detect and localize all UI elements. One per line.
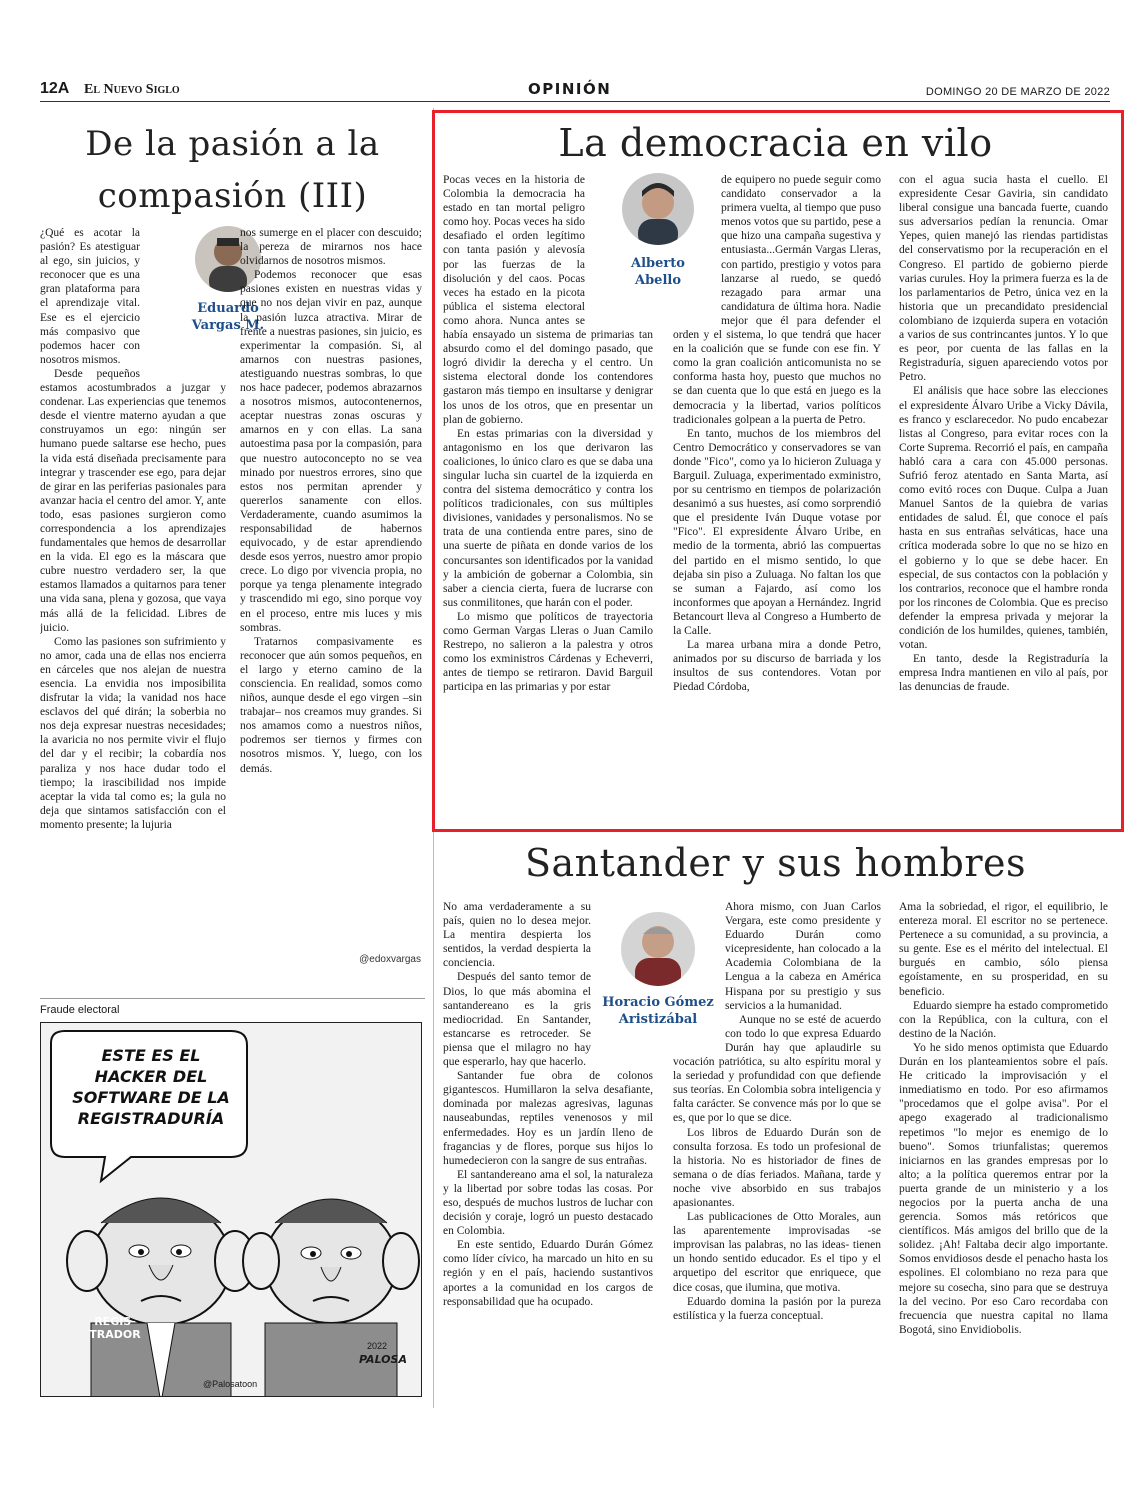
article3-portrait-float-left bbox=[673, 900, 721, 1040]
brand-name: El Nuevo Siglo bbox=[84, 82, 180, 97]
page-header bbox=[40, 80, 1110, 102]
cartoon-credit: @Palosatoon bbox=[203, 1379, 258, 1389]
article1-paragraph: Podemos reconocer que esas pasiones existen en nuestras vidas y que no nos dejan vivir en paz, aunque la pasión luzca atractiva. Mirar de frente a nuestras pasiones, sin juicio, es experimentar la compasión. Si, al amarnos con nuestras pasiones, atestiguando nuestras sombras, lo que nos hace padecer, podemos abrazarnos a nosotros mismos, autocontenernos, aceptar nuestras zonas oscuras y amarnos en y con ellas. La sana autoestima pasa por la compasión, para que nuestro autoconcepto no se vea minado por nuestros errores, sino que estos nos permitan aprender y quererlos sanamente con ellos. Verdaderamente, cuando asumimos la responsabilidad de habernos equivocado, y de estar aprendiendo desde esos yerros, nuestro amor propio crece. Lo digo por vivencia propia, no porque ya tenga plenamente integrado y trascendido mi ego, sino porque voy en el proceso, entre mis luces y mis sombras. bbox=[240, 269, 422, 634]
article3-paragraph: Ama la sobriedad, el rigor, el equilibrio, le entereza moral. El escritor no se pertenece. Pertenece a su comunidad, a su provincia, a su gente. Ese es el mérito del intelectual. El burgués en cambio, sólo piensa egoístamente, en su prosperidad, en su beneficio. bbox=[899, 901, 1108, 998]
article3-paragraph: Yo he sido menos optimista que Eduardo Durán en los planteamientos sobre el país. He criticado la improvisación y el inmediatismo en todo. Por eso afirmamos "procedamos que el golpe avisa". Por el apego exagerado al tradicionalismo repetimos "lo mejor es enemigo de lo bueno". Somos triunfalistas; queremos iniciarnos en las grandes empresas por lo alto; a la política queremos entrar por la puerta grande de un ministerio y a los negocios por la puerta ancha de una gerencia. Somos más retóricos que científicos. Más amigos del brillo que de la solidez. ¡Ah! Faltaba decir algo importante. Somos envidiosos desde el penacho hasta los espolines. El colombiano no reza para que mejore su cosecha, sino para que se destruya la del vecino. Por eso Caro recordaba con frecuencia que nuestra capital no llama Bogotá, sino Envidiobolis. bbox=[899, 1041, 1108, 1336]
article3-paragraph: Los libros de Eduardo Durán son de consulta forzosa. Es todo un profesional de la historia. No es historiador de fines de semana o de días feriados. Mañana, tarde y noche vive absorbido en sus trabajos apasionantes. bbox=[673, 1126, 881, 1209]
article3-title: Santander y sus hombres bbox=[524, 841, 1027, 885]
cartoon-frame bbox=[40, 1022, 422, 1397]
article-santander bbox=[443, 838, 1108, 1408]
article2-paragraph: En estas primarias con la diversidad y antagonismo en los que derivaron las coaliciones, lo único claro es que se daba una singular lucha sin cuartel de la izquierda en contra del sistema democrático y contra los políticos tradicionales, con sus múltiples divisiones, vanidades y personalismos. No se trata de una contienda entre pares, sino de una suerte de piñata en donde varios de los concursantes son identificados por la vanidad y la ambición de gobernar a Colombia, sin saber a ciencia cierta, fuera de lucrarse con sus conmilitones, que harán con el poder. bbox=[443, 427, 653, 609]
article3-paragraph: Eduardo siempre ha estado comprometido con la República, con la cultura, con el destino de la Nación. bbox=[899, 999, 1108, 1040]
page-number: 12A bbox=[40, 80, 70, 97]
article3-paragraph: Santander fue obra de colonos gigantescos. Humillaron la selva desafiante, dominada por malezas agresivas, lagunas nauseabundas, reptiles venenosos y mil enfermedades. Hoy es un jardín lleno de fragancias y de flores, porque sus hijos lo humedecieron con la sangre de sus entrañas. bbox=[443, 1070, 653, 1167]
cartoon-signature: PALOSA bbox=[359, 1353, 407, 1366]
cartoon-section bbox=[40, 998, 425, 1403]
author-last-name: Vargas M. bbox=[191, 318, 265, 333]
article3-paragraph: Ahora mismo, con Juan Carlos Vergara, este como presidente y Eduardo Durán como vicepresidente, han colocado a la Academia Colombiana de la Lengua a la cabeza en América Hispana por su prestigio y sus servicios a la humanidad. bbox=[725, 901, 881, 1012]
issue-date: DOMINGO 20 DE MARZO DE 2022 bbox=[925, 86, 1110, 98]
article1-paragraph: nos sumerge en el placer con descuido; la pereza de mirarnos nos hace olvidarnos de nosotros mismos. bbox=[240, 227, 422, 268]
article3-paragraph: No ama verdaderamente a su país, quien no lo desea mejor. La mentira despierta los sentidos, la verdad despierta la conciencia. bbox=[443, 901, 591, 970]
author-last-name: Abello bbox=[635, 273, 681, 288]
article1-title-line1: De la pasión a la bbox=[85, 124, 380, 164]
article2-paragraph: En tanto, desde la Registraduría la empresa Indra mantienen en vilo al país, por las denuncias de fraude. bbox=[899, 653, 1108, 694]
article3-paragraph: El santandereano ama el sol, la naturaleza y la libertad por sobre todas las cosas. Por eso, después de muchos lustros de luchar con decisión y coraje, logró un puesto destacado en Colombia. bbox=[443, 1168, 653, 1238]
article2-paragraph: Pocas veces en la historia de Colombia la democracia ha estado en tan mortal peligro como hoy. Pocas veces ha sido desafiado el orden legítimo con tanta pasión y alevosía por las fuerzas de la disolución y del caos. Pocas veces ha estado en la picota pública el sistema electoral como ahora. Nunca antes se había ensayado un sistema de primarias tan absurdo como el del domingo pasado, que logró dividir la derecha y el centro. Un sistema electoral donde los contendores gastaron más tiempo en insultarse y denigrar los unos de los otros, que en presentar un plan de gobierno. bbox=[443, 174, 653, 426]
author-first-name: Eduardo bbox=[197, 301, 259, 316]
article3-column2 bbox=[673, 900, 881, 1406]
article-pasion-compasion bbox=[40, 108, 425, 988]
cartoon-caption: Fraude electoral bbox=[40, 1004, 120, 1016]
article1-column1 bbox=[40, 226, 226, 988]
article1-author-handle: @edoxvargas bbox=[359, 954, 421, 965]
article1-column2 bbox=[240, 226, 422, 946]
author-first-name: Horacio Gómez bbox=[602, 995, 714, 1010]
article2-paragraph: En tanto, muchos de los miembros del Centro Democrático y conservadores se van donde "Fico", como ya lo hicieron Zuluaga y Barguil. Zuluaga, experimentado exministro, por su centrismo en tiempos de polarización desanimó a sus huestes, así como sorprendió que el presidente Iván Duque votase por "Fico". El expresidente Álvaro Uribe, en medio de la tormenta, abrió las compuertas del partido en el mismo sentido, lo que dejaba sin piso a Zuluaga. No faltan los que se suman a Fajardo, así como los inconformes que apoyan a Hernández. Ingrid Betancourt lleva al Congreso a Humberto de la Calle. bbox=[673, 427, 881, 637]
article-democracia-en-vilo bbox=[443, 115, 1108, 830]
article2-paragraph: Lo mismo que políticos de trayectoria como German Vargas Lleras o Juan Camilo Restrepo, no salieron a la palestra y otros como los exministros Cárdenas y Echeverri, antes de tiempo se retiraron. David Barguil participa en las primarias y por estar bbox=[443, 610, 653, 694]
author-last-name: Aristizábal bbox=[618, 1012, 698, 1027]
article2-portrait-float-left bbox=[673, 173, 717, 325]
cartoon-speech-bubble: ESTE ES EL HACKER DEL SOFTWARE DE LA REGISTRADURÍA bbox=[72, 1046, 230, 1128]
article3-paragraph: Las publicaciones de Otto Morales, aun las aparentemente improvisadas -se improvisan las palabras, no las ideas- tienen un hondo sentido educador. Es el tipo y el arquetipo del escritor que enriquece, que dice cosas, que ilumina, que motiva. bbox=[673, 1211, 881, 1294]
article1-headline bbox=[40, 118, 425, 222]
cartoon-year: 2022 bbox=[367, 1341, 388, 1351]
cartoon-top-rule bbox=[40, 998, 425, 999]
section-name: OPINIÓN bbox=[528, 80, 612, 98]
cartoon-label: REGIS-TRADOR bbox=[89, 1315, 141, 1341]
article2-paragraph: de equipero no puede seguir como candidato conservador a la primera vuelta, al tiempo que puso menos votos que su partido, pese a que hizo una campaña sugestiva y entusiasta...Germán Vargas Lleras, con partido, prestigio y votos para lanzarse al ruedo, se quedó rezagado para armar una candidatura de última hora. Nadie mejor que él para defender el orden y el sistema, lo que tendrá que hacer en la coalición que se funde con ese fin. Y como la gran coalición anticomunista no se conforma hasta hoy, puesto que muchos no se dan cuenta que lo que está en juego es la democracia y la libertad, varios políticos tradicionales golpean a la puerta de Petro. bbox=[673, 174, 881, 426]
article3-paragraph: Eduardo domina la pasión por la pureza estilística y la fuerza conceptual. bbox=[673, 1295, 881, 1322]
article3-paragraph: Después del santo temor de Dios, lo que más abomina el santandereano es la gris mediocridad. En Santander, estancarse es retroceder. Se piensa que el milagro no hay que esperarlo, hay que hacerlo. bbox=[443, 971, 591, 1069]
article2-paragraph: El análisis que hace sobre las elecciones el expresidente Álvaro Uribe a Vicky Dávila, es franco y esclarecedor. No pudo encabezar listas al Congreso, para evitar roces con la Corte Suprema. Recorrió el país, en campaña habló cara a cara con 45.000 personas. Sufrió feroz atentado en Santa Marta, así como evitó roces con Duque. Culpa a Juan Manuel Santos de la quiebra de varias entidades de salud. Él, que conoce el país hasta en sus entrañas selváticas, hace una crítica moderada sobre lo que no se hizo en el gobierno y lo que se debe hacer. En especial, de sus contactos con la población y los contrarios, reconoce que el hambre ronda por los rincones de Colombia. Que es preciso defender la empresa privada y mejorar la condición de los humildes, quienes, también, votan. bbox=[899, 385, 1108, 652]
article1-paragraph: Como las pasiones son sufrimiento y no amor, cada una de ellas nos encierra en cárceles que nos alejan de nuestra esencia. La envidia nos imposibilita disfrutar la vida; la vanidad nos hace esclavos del qué dirán; la soberbia no nos deja expresar nuestras necesidades; la avaricia no nos permite vivir el flujo del dar y el recibir; la cobardía nos paraliza y nos hace dudar todo el tiempo; la irascibilidad nos impide aceptar la vida tal como es; la gula no deja que sintamos satisfacción con el momento presente; la lujuria bbox=[40, 635, 226, 831]
article2-column2 bbox=[673, 173, 881, 829]
article2-paragraph: con el agua sucia hasta el cuello. El expresidente Cesar Gaviria, sin candidato liberal consigue una bancada fuerte, cuando sus adversarios pedían la renuncia. Omar Yepes, quien manejó las riendas partidistas del conservatismo por la recuperación en el Congreso. El partido de gobierno pierde varias curules. Hoy la primera fuerza es la de los parlamentarios de Petro, única vez en la historia que un precandidato presidencial colombiano de izquierda supera en votación a varios de sus contrincantes juntos. Y lo que es peor, por cuenta de las fallas en la Registraduría, siguen apareciendo votos por Petro. bbox=[899, 174, 1108, 384]
article2-title: La democracia en vilo bbox=[558, 121, 993, 165]
article2-paragraph: La marea urbana mira a donde Petro, animados por su discurso de barriada y los insultos de sus contendores. Votan por Piedad Córdoba, bbox=[673, 639, 881, 694]
author-first-name: Alberto bbox=[631, 256, 685, 271]
article1-paragraph: Tratarnos compasivamente es reconocer que aún somos pequeños, en el largo y eterno camino de la consciencia. En realidad, somos como niños, aunque desde el ego virgen –sin trabajar– nos creamos muy grandes. Si nos amamos como a nuestros niños, podremos ser tiernos y firmes con nosotros mismos. Y, luego, con los demás. bbox=[240, 635, 422, 775]
article1-paragraph: ¿Qué es acotar la pasión? Es atestiguar al ego, sin juicios, y reconocer que es una gran plataforma para el aprendizaje vital. Ese es el ejercicio más compasivo que podemos hacer con nosotros mismos. bbox=[40, 227, 140, 366]
article1-paragraph: Desde pequeños estamos acostumbrados a juzgar y condenar. Las experiencias que tenemos desde el vientre materno ayudan a que construyamos un ego: ningún ser humano puede saltarse ese hecho, pues la vida está diseñada precisamente para integrar y trascender ese ego, para dejar de girar en las periferias pasionales para avanzar hacia el centro del amor. Y, ante todo, esas pasiones surgieron como correspondencia a los aprendizajes fundamentales que hemos de desarrollar en la vida. El ego es la máscara que cubre nuestro verdadero ser, la que estamos llamados a quitarnos para tener una vida sana, plena y gozosa, que vaya más allá de la felicidad. Libres de juicio. bbox=[40, 367, 226, 634]
article1-title-line2: compasión (III) bbox=[97, 176, 368, 216]
article3-paragraph: En este sentido, Eduardo Durán Gómez como líder cívico, ha marcado un hito en su región y en el país, haciendo sustantivos aportes a la comunidad en los cargos de responsabilidad que ha ocupado. bbox=[443, 1239, 653, 1308]
article2-column3 bbox=[899, 173, 1108, 829]
article3-paragraph: Aunque no se esté de acuerdo con todo lo que expresa Eduardo Durán hay que aplaudirle su vocación patriótica, su alto espíritu moral y la seriedad y profundidad con que defiende sus teorías. En Colombia sobra inteligencia y falta carácter. Se convence más por lo que se es, que por lo que se dice. bbox=[673, 1013, 881, 1125]
article3-column3 bbox=[899, 900, 1108, 1406]
header-rule bbox=[40, 101, 1110, 102]
